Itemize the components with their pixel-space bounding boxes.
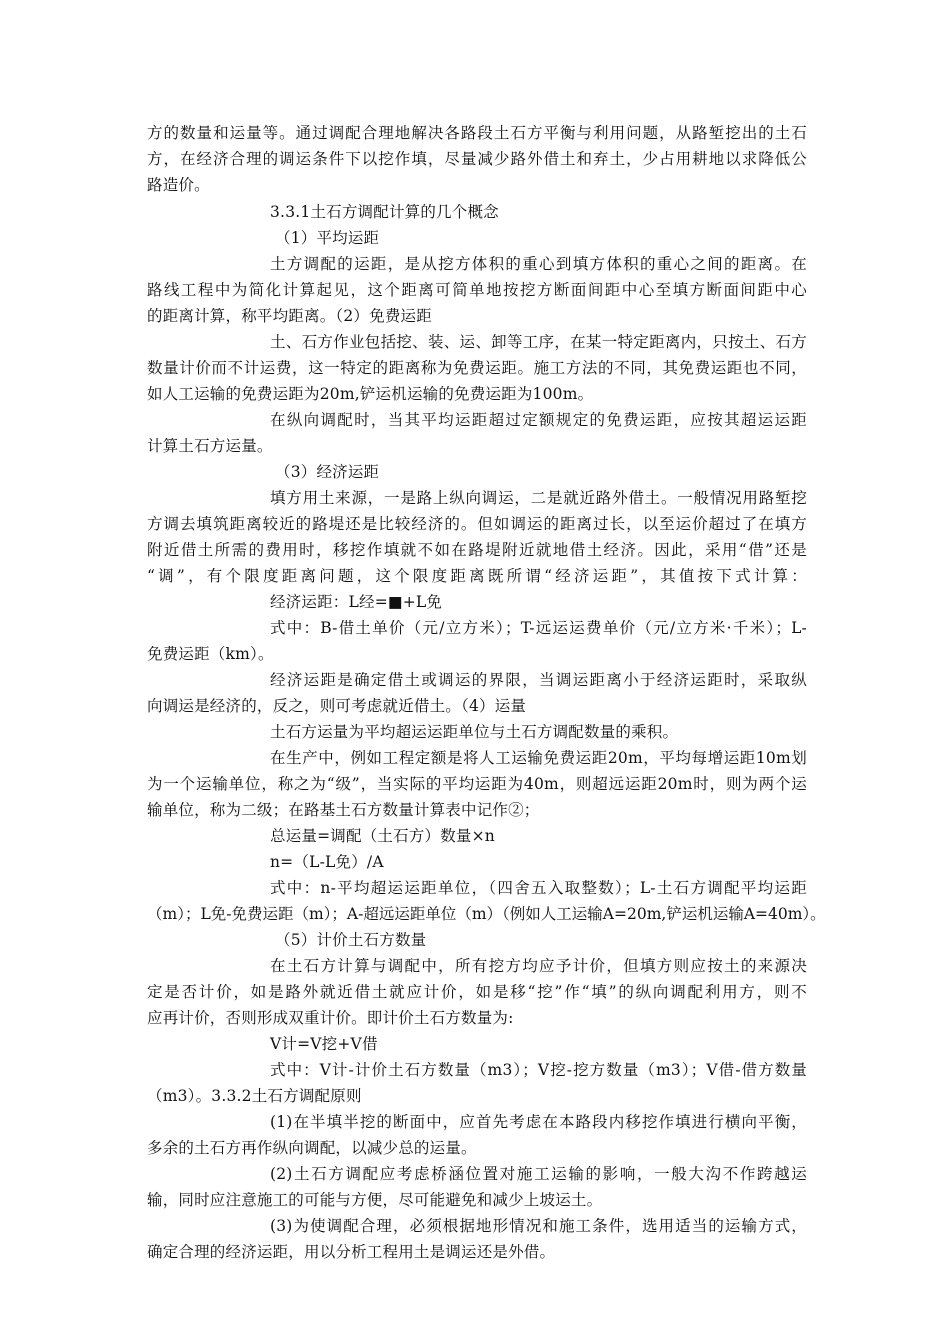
subsection-heading: （1）平均运距 <box>275 229 380 247</box>
paragraph-line: 定是否计价，如是路外就近借土就应计价，如是移“挖”作“填”的纵向调配利用方，则不 <box>147 983 807 1001</box>
paragraph-line: 方的数量和运量等。通过调配合理地解决各路段土石方平衡与利用问题，从路堑挖出的土石 <box>147 124 807 142</box>
paragraph-line: 式中：V计-计价土石方数量（m3）；V挖-挖方数量（m3）；V借-借方数量 <box>270 1061 807 1079</box>
paragraph-line: 输，同时应注意施工的可能与方便，尽可能避免和减少上坡运土。 <box>147 1191 603 1209</box>
paragraph-line: 土石方运量为平均超运运距单位与土石方调配数量的乘积。 <box>270 723 679 741</box>
formula-line: n=（L-L免）/A <box>270 853 384 871</box>
paragraph-line: 方，在经济合理的调运条件下以挖作填，尽量减少路外借土和弃土，少占用耕地以求降低公 <box>147 150 807 168</box>
paragraph-line: 输单位，称为二级；在路基土石方数量计算表中记作②； <box>147 801 540 819</box>
paragraph-line: 的距离计算，称平均距离。（2）免费运距 <box>147 307 432 325</box>
paragraph-line: 确定合理的经济运距，用以分析工程用土是调运还是外借。 <box>147 1243 556 1261</box>
formula-line: 经济运距：L经=■+L免 <box>270 593 443 611</box>
paragraph-line: 路造价。 <box>147 176 210 194</box>
paragraph-line: （m）；L免-免费运距（m）；A-超远运距单位（m）（例如人工运输A=20m,铲运机运输A=40m）。 <box>147 905 826 923</box>
formula-line: 总运量=调配（土石方）数量×n <box>270 827 495 845</box>
paragraph-line: 式中：n-平均超运运距单位，（四舍五入取整数）；L-土石方调配平均运距 <box>270 879 807 897</box>
paragraph-line: 数量计价而不计运费，这一特定的距离称为免费运距。施工方法的不同，其免费运距也不同， <box>147 359 807 377</box>
paragraph-line: 在生产中，例如工程定额是将人工运输免费运距20m，平均每增运距10m划 <box>270 749 807 767</box>
paragraph-line: 附近借土所需的费用时，移挖作填就不如在路堤附近就地借土经济。因此，采用“借”还是 <box>147 541 807 559</box>
paragraph-line: 在土石方计算与调配中，所有挖方均应予计价，但填方则应按土的来源决 <box>270 957 807 975</box>
subsection-heading: （3）经济运距 <box>275 463 380 481</box>
subsection-heading: （5）计价土石方数量 <box>275 931 427 949</box>
paragraph-line: 土方调配的运距，是从挖方体积的重心到填方体积的重心之间的距离。在 <box>270 255 807 273</box>
paragraph-line: 土、石方作业包括挖、装、运、卸等工序，在某一特定距离内，只按土、石方 <box>270 333 807 351</box>
paragraph-line: 应再计价，否则形成双重计价。即计价土石方数量为: <box>147 1009 514 1027</box>
paragraph-line: 如人工运输的免费运距为20m,铲运机运输的免费运距为100m。 <box>147 385 594 403</box>
paragraph-line: 方调去填筑距离较近的路堤还是比较经济的。但如调运的距离过长，以至运价超过了在填方 <box>147 515 807 533</box>
paragraph-line: 路线工程中为简化计算起见，这个距离可简单地按挖方断面间距中心至填方断面间距中心 <box>147 281 807 299</box>
paragraph-line: 在纵向调配时，当其平均运距超过定额规定的免费运距，应按其超运运距 <box>270 411 807 429</box>
paragraph-line: (3)为使调配合理，必须根据地形情况和施工条件，选用适当的运输方式， <box>270 1217 807 1235</box>
paragraph-line: 计算土石方运量。 <box>147 437 273 455</box>
paragraph-line: 式中：B-借土单价（元/立方米）；T-远运运费单价（元/立方米·千米）；L- <box>270 619 807 637</box>
paragraph-line: 经济运距是确定借土或调运的界限，当调运距离小于经济运距时，采取纵 <box>270 671 807 689</box>
paragraph-line: （m3）。3.3.2土石方调配原则 <box>147 1087 362 1105</box>
paragraph-line: 填方用土来源，一是路上纵向调运，二是就近路外借土。一般情况用路堑挖 <box>270 489 807 507</box>
paragraph-line: 免费运距（km）。 <box>147 645 274 663</box>
paragraph-line: 向调运是经济的，反之，则可考虑就近借土。（4）运量 <box>147 697 527 715</box>
paragraph-line: 为一个运输单位，称之为“级”，当实际的平均运距为40m，则超远运距20m时，则为两个运 <box>147 775 807 793</box>
paragraph-line: (2)土石方调配应考虑桥涵位置对施工运输的影响，一般大沟不作跨越运 <box>270 1165 807 1183</box>
formula-line: V计=V挖+V借 <box>270 1035 378 1053</box>
paragraph-line: (1)在半填半挖的断面中，应首先考虑在本路段内移挖作填进行横向平衡， <box>270 1113 807 1131</box>
section-heading: 3.3.1土石方调配计算的几个概念 <box>270 203 499 221</box>
paragraph-line: 多余的土石方再作纵向调配，以减少总的运量。 <box>147 1139 477 1157</box>
paragraph-line: “调”，有个限度距离问题，这个限度距离既所谓“经济运距”，其值按下式计算： <box>147 567 807 585</box>
